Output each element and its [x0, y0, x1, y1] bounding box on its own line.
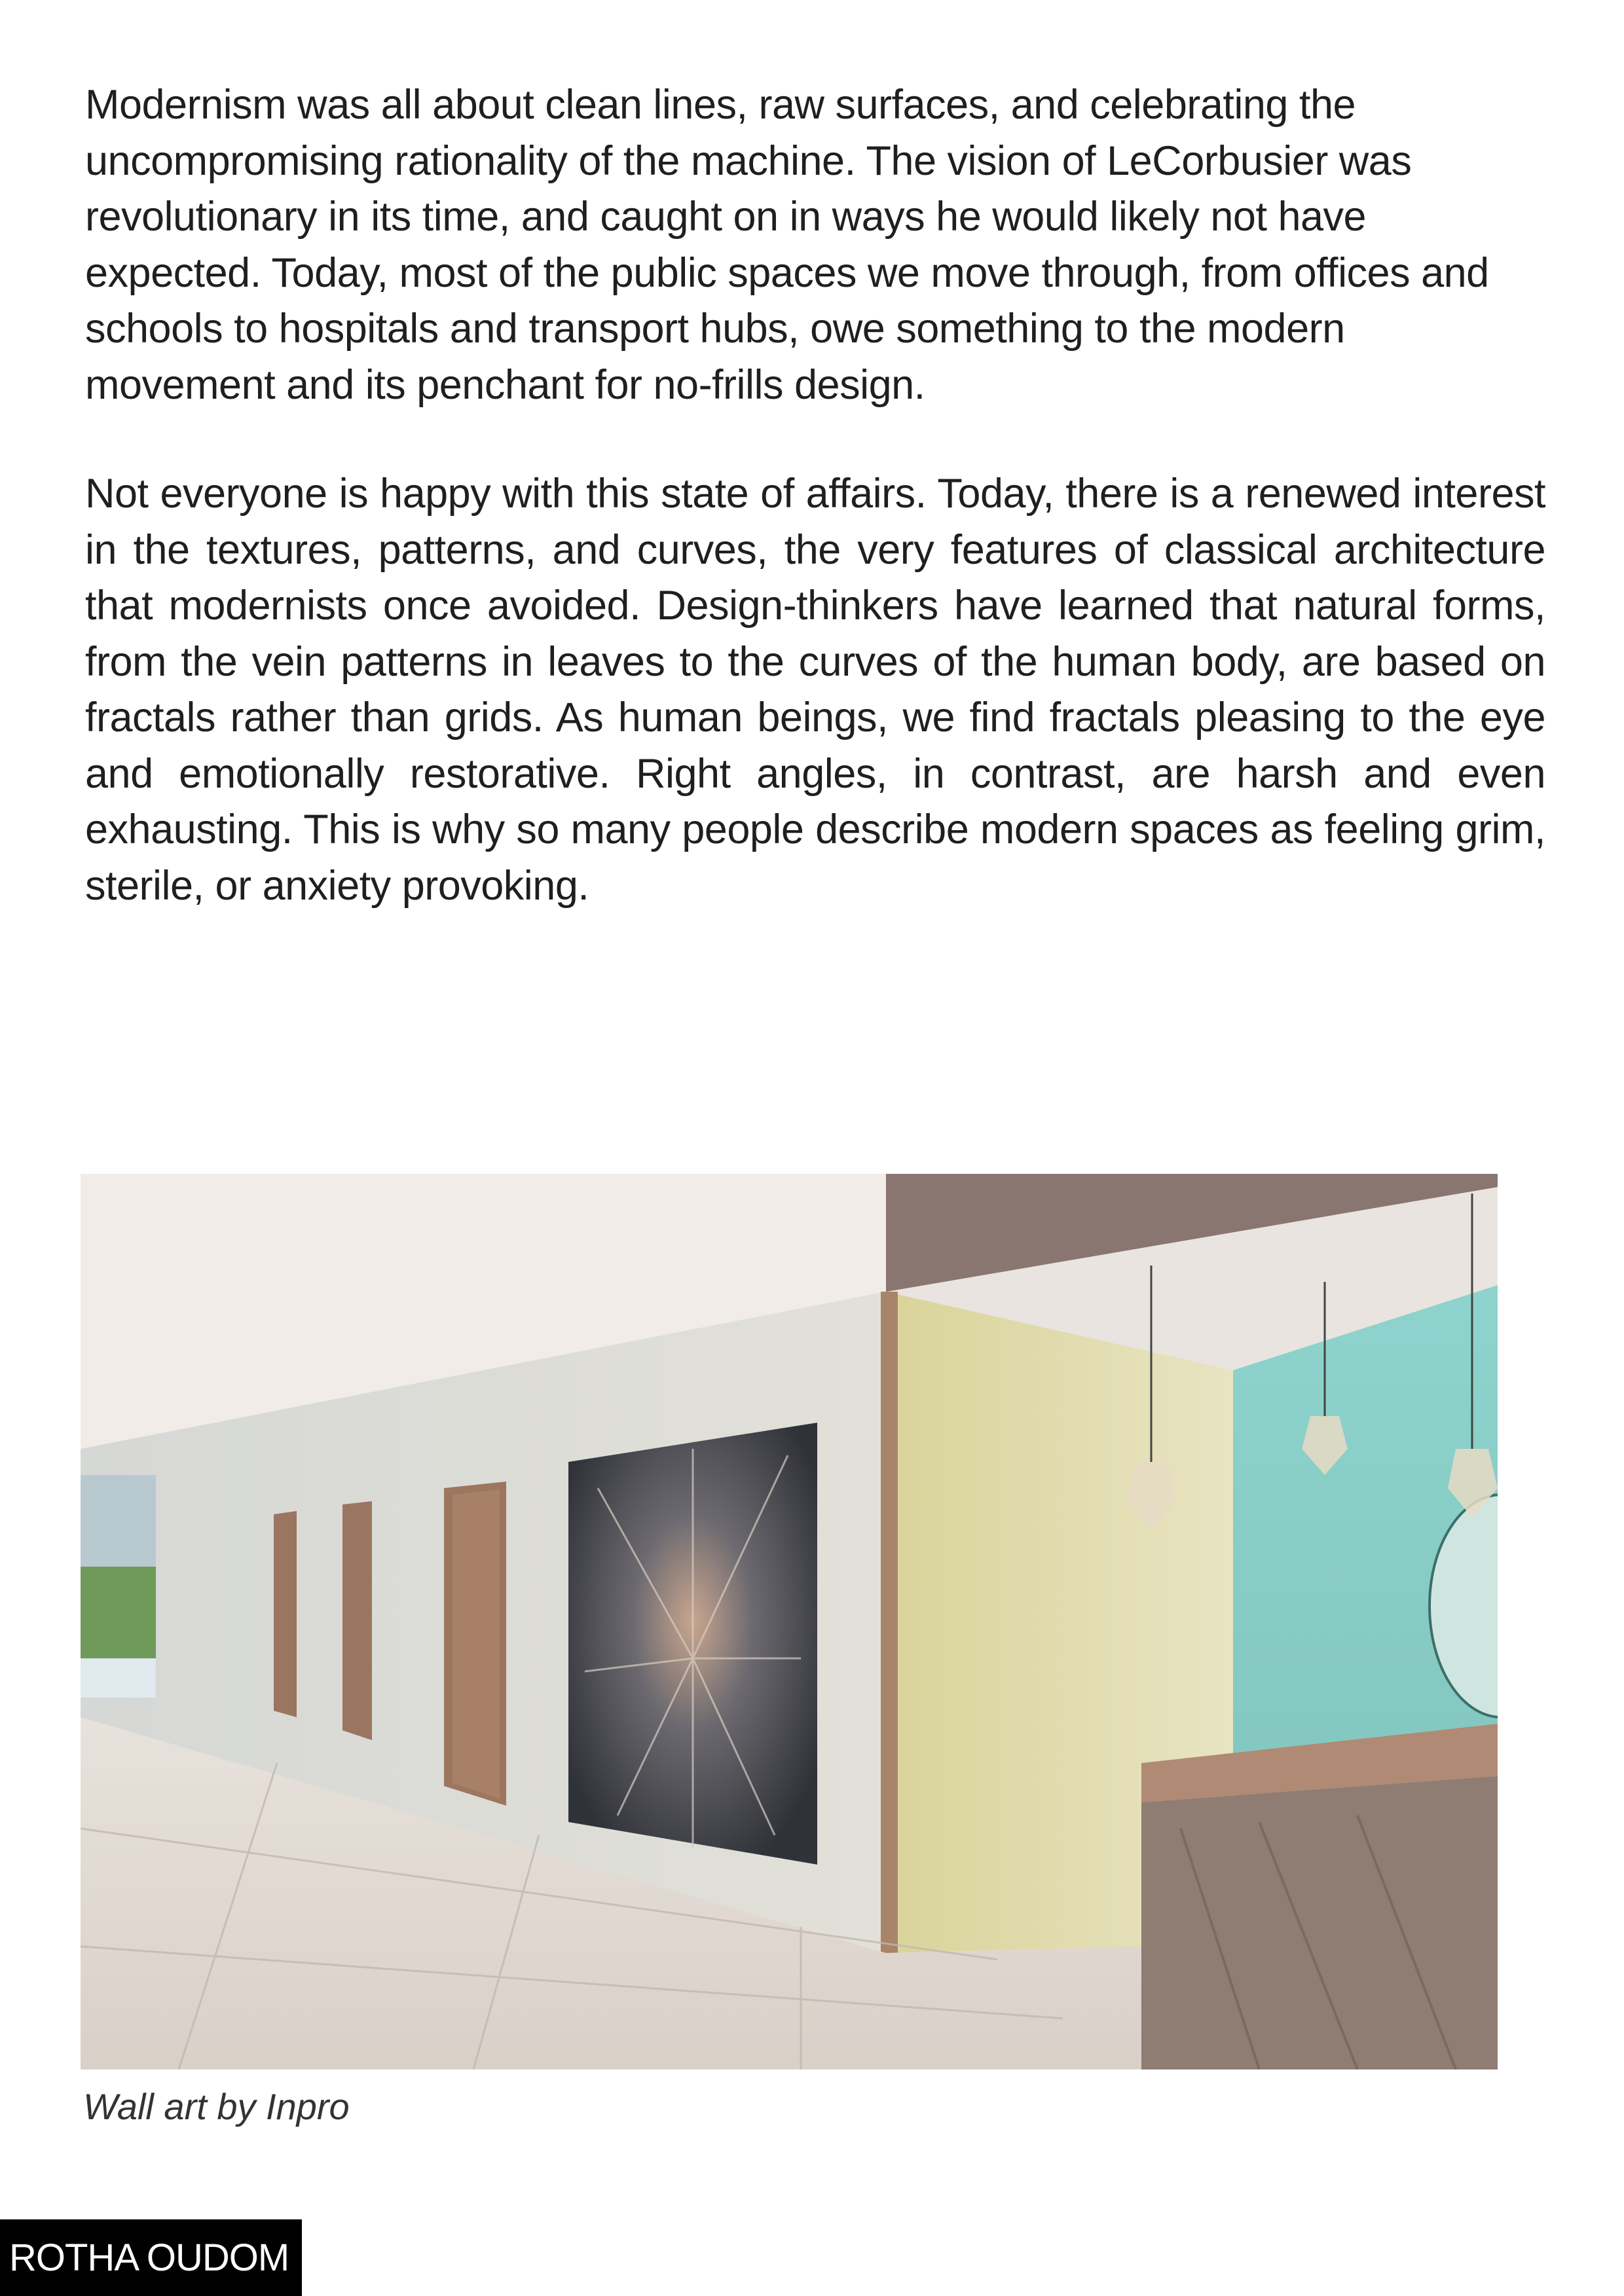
paragraph-renewed-interest: Not everyone is happy with this state of affairs. Today, there is a renewed interest in the textures, patterns, and curves, the very features of classical architecture that modernists once avoided. Design-thinkers have learned that natural forms, from the vein patterns in leaves to the curves of the human body, are based on fractals rather than grids. As human beings, we find fractals pleasing to the eye and emotionally restorative. Right angles, in contrast, are harsh and even exhausting. This is why so many people describe modern spaces as feeling grim, sterile, or anxiety provoking.: [85, 471, 1545, 909]
paragraph-modernism: Modernism was all about clean lines, raw surfaces, and celebrating the uncompromising rationality of the machine. The vision of LeCorbusier was revolutionary in its time, and caught on in ways he would likely not have expected. Today, most of the public spaces we move through, from offices and schools to hospitals and transport hubs, owe something to the modern movement and its penchant for no-frills design.: [85, 82, 1489, 408]
author-tag: ROTHA OUDOM: [0, 2219, 302, 2296]
photo-caption: Wall art by Inpro: [83, 2086, 350, 2127]
interior-hallway-photo: [81, 1174, 1498, 2069]
